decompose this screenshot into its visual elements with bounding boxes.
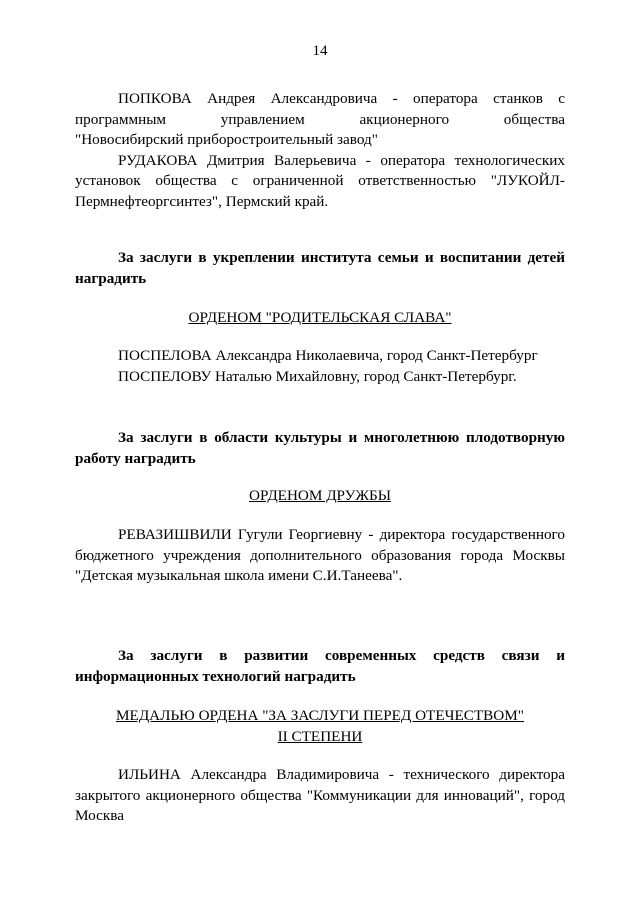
- awardee-ilyin: ИЛЬИНА Александра Владимировича - технического директора закрытого акционерного общества "Коммуникации для инноваций", город Москва: [75, 766, 565, 824]
- section-communications: [75, 646, 565, 687]
- awardees-block-1: [75, 89, 565, 212]
- section-culture-heading: За заслуги в области культуры и многолетнюю плодотворную работу наградить: [75, 429, 565, 467]
- awardee-revazishvili: РЕВАЗИШВИЛИ Гугули Георгиевну - директора государственного бюджетного учреждения дополнительного образования города Москвы "Детская музыкальная школа имени С.И.Танеева".: [75, 526, 565, 584]
- section-family: [75, 248, 565, 289]
- awardee-popkov-org: "Новосибирский приборостроительный завод": [75, 131, 378, 148]
- section-communications-awardees: [75, 765, 565, 827]
- page-number: 14: [312, 43, 328, 59]
- award-order-of-friendship: ОРДЕНОМ ДРУЖБЫ: [249, 487, 391, 504]
- section-communications-award-block: [75, 706, 565, 747]
- awardee-popkov: ПОПКОВА Андрея Александровича - оператора станков с программным управлением акционерного общества: [75, 90, 565, 128]
- section-family-heading: За заслуги в укреплении института семьи и воспитании детей наградить: [75, 249, 565, 287]
- section-culture: [75, 428, 565, 469]
- award-medal-line-2: II СТЕПЕНИ: [277, 727, 363, 745]
- section-culture-awardees: [75, 525, 565, 587]
- awardee-pospelova: ПОСПЕЛОВУ Наталью Михайловну, город Санкт-Петербург.: [118, 367, 517, 385]
- awardee-pospelov: ПОСПЕЛОВА Александра Николаевича, город Санкт-Петербург: [118, 347, 538, 364]
- award-medal-line-1: МЕДАЛЬЮ ОРДЕНА "ЗА ЗАСЛУГИ ПЕРЕД ОТЕЧЕСТВОМ": [116, 707, 524, 724]
- section-culture-award-block: [75, 486, 565, 507]
- awardee-rudakov: РУДАКОВА Дмитрия Валерьевича - оператора технологических установок общества с ограниченной ответственностью "ЛУКОЙЛ-Пермнефтеоргсинтез", Пермский край.: [75, 151, 565, 210]
- section-communications-heading: За заслуги в развитии современных средств связи и информационных технологий наградить: [75, 647, 565, 685]
- award-parental-glory: ОРДЕНОМ "РОДИТЕЛЬСКАЯ СЛАВА": [188, 309, 452, 326]
- section-family-awardees: [75, 346, 565, 387]
- section-family-award-block: [75, 308, 565, 329]
